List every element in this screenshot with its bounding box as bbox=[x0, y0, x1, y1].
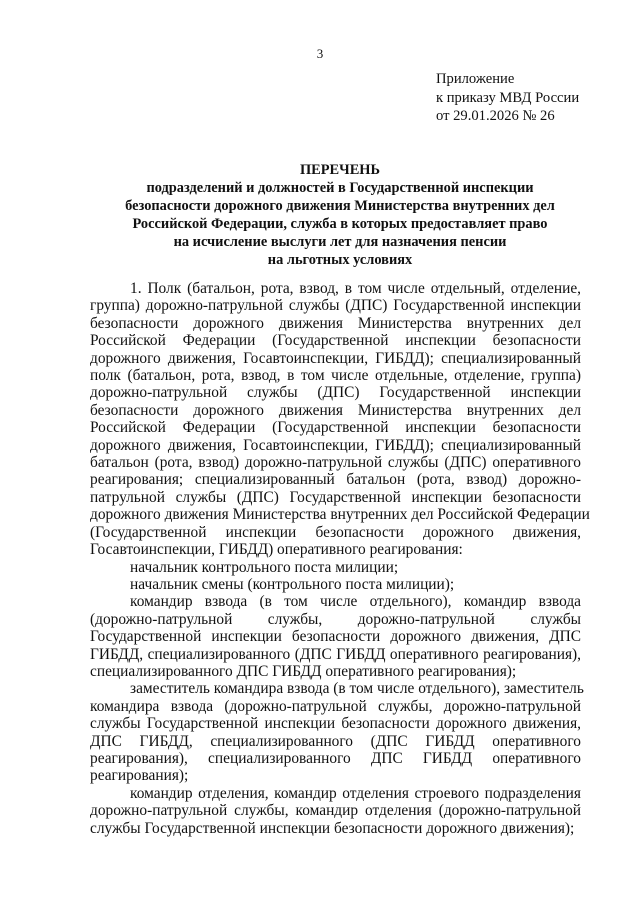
body-line: Российской Федерации (Государственной инспекции безопасности bbox=[90, 332, 581, 350]
body-line: службы Государственной инспекции безопасности дорожного движения, bbox=[90, 715, 581, 733]
body-line: ГИБДД, специализированного (ДПС ГИБДД оперативного реагирования), bbox=[90, 645, 581, 663]
body-line: дорожно-патрульной службы (ДПС) Государственной инспекции bbox=[90, 384, 581, 402]
body-line: (дорожно-патрульной службы, дорожно-патрульной службы bbox=[90, 610, 581, 628]
body-paragraph bbox=[90, 576, 581, 593]
title-line: на льготных условиях bbox=[267, 252, 413, 268]
body-line: ДПС ГИБДД, специализированного (ДПС ГИБДД оперативного bbox=[90, 732, 581, 750]
appendix-line-2: к приказу МВД России bbox=[436, 89, 580, 106]
body-line: реагирования; специализированный батальон (рота, взвод) дорожно- bbox=[90, 471, 581, 489]
body-line: (Государственной инспекции безопасности дорожного движения, bbox=[90, 523, 581, 541]
document-body bbox=[90, 280, 590, 837]
body-line: Госавтоинспекции, ГИБДД) оперативного реагирования: bbox=[90, 541, 463, 559]
body-paragraph bbox=[90, 593, 581, 680]
body-line: командир взвода (в том числе отдельного), командир взвода bbox=[130, 593, 581, 611]
page-number: 3 bbox=[316, 46, 324, 61]
body-line: дорожного движения, Госавтоинспекции, ГИБДД); специализированный bbox=[90, 349, 581, 367]
appendix-line-3: от 29.01.2026 № 26 bbox=[436, 108, 555, 124]
appendix-line-1: Приложение bbox=[436, 71, 515, 87]
title-line: на исчисление выслуги лет для назначения пенсии bbox=[173, 234, 507, 250]
appendix-block bbox=[436, 70, 579, 126]
body-paragraph bbox=[90, 785, 581, 837]
document-title bbox=[90, 161, 590, 269]
body-line: командир отделения, командир отделения строевого подразделения bbox=[130, 784, 581, 802]
title-line: безопасности дорожного движения Министерства внутренних дел bbox=[125, 198, 555, 214]
body-paragraph bbox=[90, 559, 581, 576]
body-line: патрульной службы (ДПС) Государственной инспекции безопасности bbox=[90, 488, 581, 506]
body-line: 1. Полк (батальон, рота, взвод, в том числе отдельный, отделение, bbox=[130, 280, 581, 297]
body-line: батальон (рота, взвод) дорожно-патрульной службы (ДПС) оперативного bbox=[90, 454, 581, 472]
body-line: Российской Федерации (Государственной инспекции безопасности bbox=[90, 419, 581, 437]
body-line: реагирования), специализированного ДПС ГИБДД оперативного bbox=[90, 749, 581, 767]
body-line: начальник смены (контрольного поста милиции); bbox=[130, 575, 455, 593]
title-line: подразделений и должностей в Государственной инспекции bbox=[146, 180, 534, 196]
body-line: безопасности дорожного движения Министерства внутренних дел bbox=[90, 314, 581, 332]
body-line: дорожного движения, Госавтоинспекции, ГИБДД); специализированный bbox=[90, 436, 581, 454]
body-line: дорожно-патрульной службы, командир отделения (дорожно-патрульной bbox=[90, 802, 581, 820]
body-line: заместитель командира взвода (в том числе отдельного), заместитель bbox=[130, 680, 584, 698]
body-line: командира взвода (дорожно-патрульной службы, дорожно-патрульной bbox=[90, 697, 581, 715]
body-line: службы Государственной инспекции безопасности дорожного движения); bbox=[90, 819, 575, 837]
body-line: группа) дорожно-патрульной службы (ДПС) Государственной инспекции bbox=[90, 297, 581, 315]
body-line: полк (батальон, рота, взвод, в том числе отдельные, отделение, группа) bbox=[90, 367, 581, 385]
title-line: Российской Федерации, служба в которых предоставляет право bbox=[132, 216, 548, 232]
body-paragraph bbox=[90, 280, 590, 559]
body-line: Государственной инспекции безопасности дорожного движения, ДПС bbox=[90, 628, 581, 646]
body-line: специализированного ДПС ГИБДД оперативного реагирования); bbox=[90, 662, 517, 680]
body-line: дорожного движения Министерства внутренних дел Российской Федерации bbox=[90, 506, 590, 524]
body-line: безопасности дорожного движения Министерства внутренних дел bbox=[90, 401, 581, 419]
body-paragraph bbox=[90, 680, 584, 785]
body-line: начальник контрольного поста милиции; bbox=[130, 558, 399, 576]
body-line: реагирования); bbox=[90, 767, 189, 785]
title-heading: ПЕРЕЧЕНЬ bbox=[299, 162, 381, 178]
